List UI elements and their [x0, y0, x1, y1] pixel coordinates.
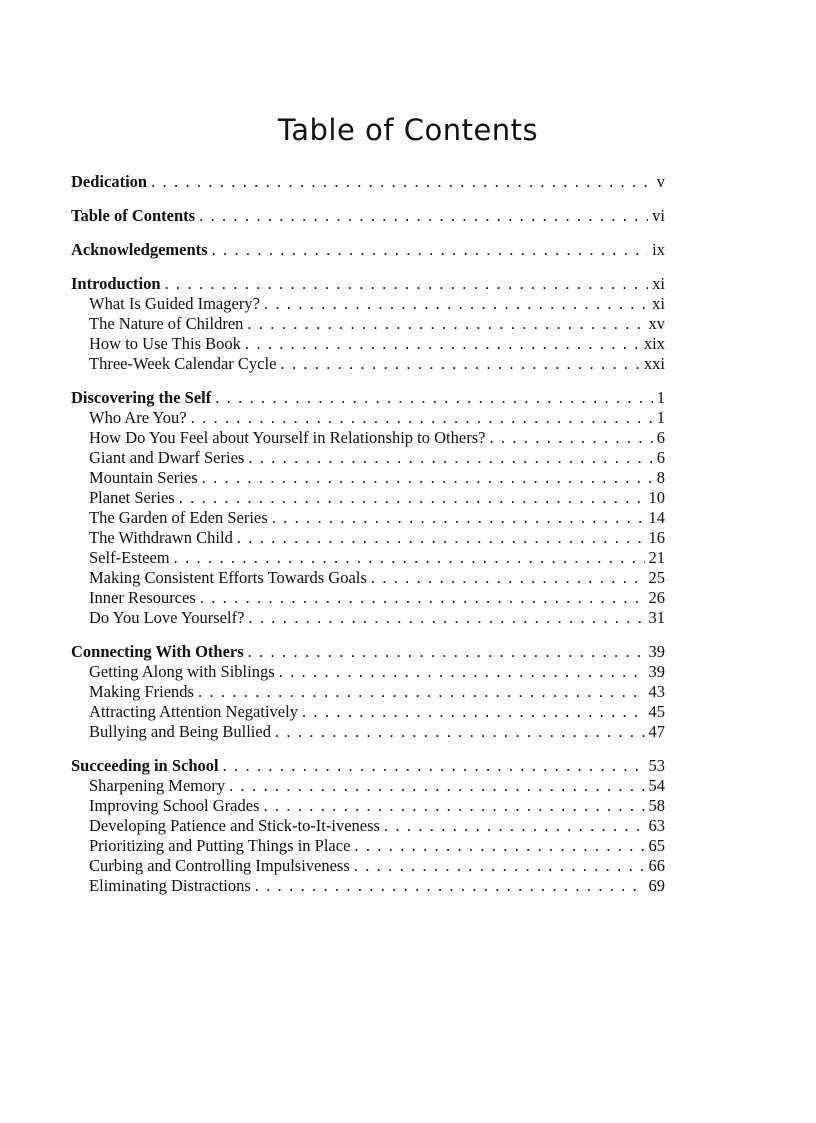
toc-entry-page-number: 6: [656, 448, 665, 467]
toc-section: [71, 172, 665, 192]
toc-section-heading[interactable]: [71, 240, 665, 260]
table-of-contents: [71, 172, 665, 910]
toc-entry-label: Attracting Attention Negatively: [89, 702, 298, 721]
toc-entry-label: Making Friends: [89, 682, 194, 701]
toc-entry[interactable]: [71, 354, 665, 374]
toc-entry[interactable]: [71, 608, 665, 628]
dot-leader: [248, 448, 652, 468]
toc-entry-page-number: 1: [656, 408, 665, 427]
toc-entry-page-number: 14: [648, 508, 665, 527]
toc-entry-label: Do You Love Yourself?: [89, 608, 245, 627]
toc-section-heading-label: Connecting With Others: [71, 642, 244, 661]
toc-entry-page-number: 58: [648, 796, 665, 815]
toc-entry[interactable]: [71, 448, 665, 468]
toc-entry[interactable]: [71, 702, 665, 722]
toc-entry-label: Three-Week Calendar Cycle: [89, 354, 277, 373]
toc-entry-page-number: xi: [652, 294, 665, 313]
toc-entry-page-number: xv: [648, 314, 665, 333]
toc-section-heading[interactable]: [71, 756, 665, 776]
dot-leader: [215, 388, 653, 408]
dot-leader: [165, 274, 649, 294]
dot-leader: [263, 796, 644, 816]
toc-section-heading[interactable]: [71, 274, 665, 294]
toc-section-heading-label: Discovering the Self: [71, 388, 212, 407]
toc-entry-page-number: 45: [648, 702, 665, 721]
toc-entry[interactable]: [71, 568, 665, 588]
toc-entry[interactable]: [71, 408, 665, 428]
toc-section-heading[interactable]: [71, 172, 665, 192]
toc-entry-page-number: 21: [648, 548, 665, 567]
toc-section: [71, 206, 665, 226]
dot-leader: [174, 548, 645, 568]
toc-entry-label: How to Use This Book: [89, 334, 241, 353]
toc-entry-label: Eliminating Distractions: [89, 876, 251, 895]
toc-entry-page-number: 47: [648, 722, 665, 741]
toc-section: [71, 240, 665, 260]
toc-entry-label: What Is Guided Imagery?: [89, 294, 260, 313]
toc-entry-label: Planet Series: [89, 488, 175, 507]
toc-section-heading[interactable]: [71, 388, 665, 408]
toc-entry-page-number: 31: [648, 608, 665, 627]
toc-section-heading-page-number: xi: [652, 274, 665, 293]
toc-entry[interactable]: [71, 508, 665, 528]
dot-leader: [198, 682, 645, 702]
toc-entry-page-number: 43: [648, 682, 665, 701]
toc-entry-label: Mountain Series: [89, 468, 198, 487]
toc-section-heading-label: Dedication: [71, 172, 148, 191]
toc-entry[interactable]: [71, 816, 665, 836]
toc-section-heading[interactable]: [71, 642, 665, 662]
toc-entry[interactable]: [71, 468, 665, 488]
toc-entry-page-number: 65: [648, 836, 665, 855]
toc-section-heading-label: Introduction: [71, 274, 161, 293]
toc-entry[interactable]: [71, 836, 665, 856]
toc-section-heading-label: Table of Contents: [71, 206, 196, 225]
toc-section-heading-page-number: v: [656, 172, 665, 191]
toc-entry-label: Inner Resources: [89, 588, 196, 607]
toc-entry-label: The Garden of Eden Series: [89, 508, 268, 527]
toc-entry-label: Prioritizing and Putting Things in Place: [89, 836, 351, 855]
toc-entry[interactable]: [71, 488, 665, 508]
toc-entry-page-number: 54: [648, 776, 665, 795]
toc-entry-label: Improving School Grades: [89, 796, 260, 815]
toc-entry[interactable]: [71, 528, 665, 548]
toc-entry-page-number: 66: [648, 856, 665, 875]
toc-entry-page-number: 6: [656, 428, 665, 447]
dot-leader: [200, 588, 645, 608]
page-title: Table of Contents: [277, 113, 539, 147]
toc-entry[interactable]: [71, 294, 665, 314]
dot-leader: [272, 508, 645, 528]
toc-entry-page-number: 26: [648, 588, 665, 607]
toc-entry-page-number: 8: [656, 468, 665, 487]
toc-entry[interactable]: [71, 548, 665, 568]
dot-leader: [280, 354, 640, 374]
dot-leader: [229, 776, 644, 796]
toc-entry-label: Sharpening Memory: [89, 776, 226, 795]
toc-section-heading-label: Succeeding in School: [71, 756, 219, 775]
toc-section-heading-page-number: ix: [652, 240, 665, 259]
toc-entry[interactable]: [71, 876, 665, 896]
toc-entry-label: Getting Along with Siblings: [89, 662, 275, 681]
toc-section-heading-label: Acknowledgements: [71, 240, 208, 259]
dot-leader: [275, 722, 645, 742]
dot-leader: [223, 756, 645, 776]
dot-leader: [245, 334, 640, 354]
toc-section: [71, 388, 665, 628]
toc-entry-page-number: 63: [648, 816, 665, 835]
dot-leader: [302, 702, 645, 722]
toc-entry[interactable]: [71, 856, 665, 876]
toc-entry[interactable]: [71, 662, 665, 682]
dot-leader: [371, 568, 645, 588]
toc-entry[interactable]: [71, 722, 665, 742]
toc-entry[interactable]: [71, 682, 665, 702]
dot-leader: [199, 206, 648, 226]
toc-entry-label: Who Are You?: [89, 408, 187, 427]
toc-entry[interactable]: [71, 334, 665, 354]
dot-leader: [354, 836, 644, 856]
toc-entry-label: Bullying and Being Bullied: [89, 722, 271, 741]
dot-leader: [237, 528, 645, 548]
toc-entry[interactable]: [71, 314, 665, 334]
toc-entry-page-number: 10: [648, 488, 665, 507]
toc-section-heading-page-number: 1: [656, 388, 665, 407]
toc-entry-page-number: xxi: [643, 354, 665, 373]
toc-entry-label: The Withdrawn Child: [89, 528, 233, 547]
toc-section-heading[interactable]: [71, 206, 665, 226]
dot-leader: [179, 488, 645, 508]
dot-leader: [279, 662, 645, 682]
toc-section: [71, 756, 665, 896]
toc-entry-page-number: 25: [648, 568, 665, 587]
toc-entry-page-number: xix: [643, 334, 665, 353]
toc-section: [71, 642, 665, 742]
dot-leader: [151, 172, 653, 192]
dot-leader: [247, 314, 644, 334]
dot-leader: [354, 856, 645, 876]
toc-entry-label: Self-Esteem: [89, 548, 170, 567]
dot-leader: [212, 240, 649, 260]
toc-entry-label: Making Consistent Efforts Towards Goals: [89, 568, 367, 587]
dot-leader: [248, 642, 645, 662]
toc-section-heading-page-number: 39: [648, 642, 665, 661]
toc-entry[interactable]: [71, 796, 665, 816]
dot-leader: [191, 408, 653, 428]
toc-section: [71, 274, 665, 374]
dot-leader: [248, 608, 644, 628]
toc-entry-label: How Do You Feel about Yourself in Relationship to Others?: [89, 428, 486, 447]
toc-entry[interactable]: [71, 428, 665, 448]
toc-entry-label: Giant and Dwarf Series: [89, 448, 245, 467]
toc-entry-page-number: 69: [648, 876, 665, 895]
toc-entry[interactable]: [71, 776, 665, 796]
toc-section-heading-page-number: vi: [652, 206, 665, 225]
toc-entry-page-number: 16: [648, 528, 665, 547]
dot-leader: [264, 294, 648, 314]
dot-leader: [202, 468, 653, 488]
toc-entry-label: Curbing and Controlling Impulsiveness: [89, 856, 350, 875]
toc-entry-label: Developing Patience and Stick-to-It-iveness: [89, 816, 380, 835]
toc-entry[interactable]: [71, 588, 665, 608]
dot-leader: [489, 428, 652, 448]
dot-leader: [255, 876, 645, 896]
toc-entry-page-number: 39: [648, 662, 665, 681]
dot-leader: [384, 816, 645, 836]
toc-section-heading-page-number: 53: [648, 756, 665, 775]
toc-entry-label: The Nature of Children: [89, 314, 244, 333]
